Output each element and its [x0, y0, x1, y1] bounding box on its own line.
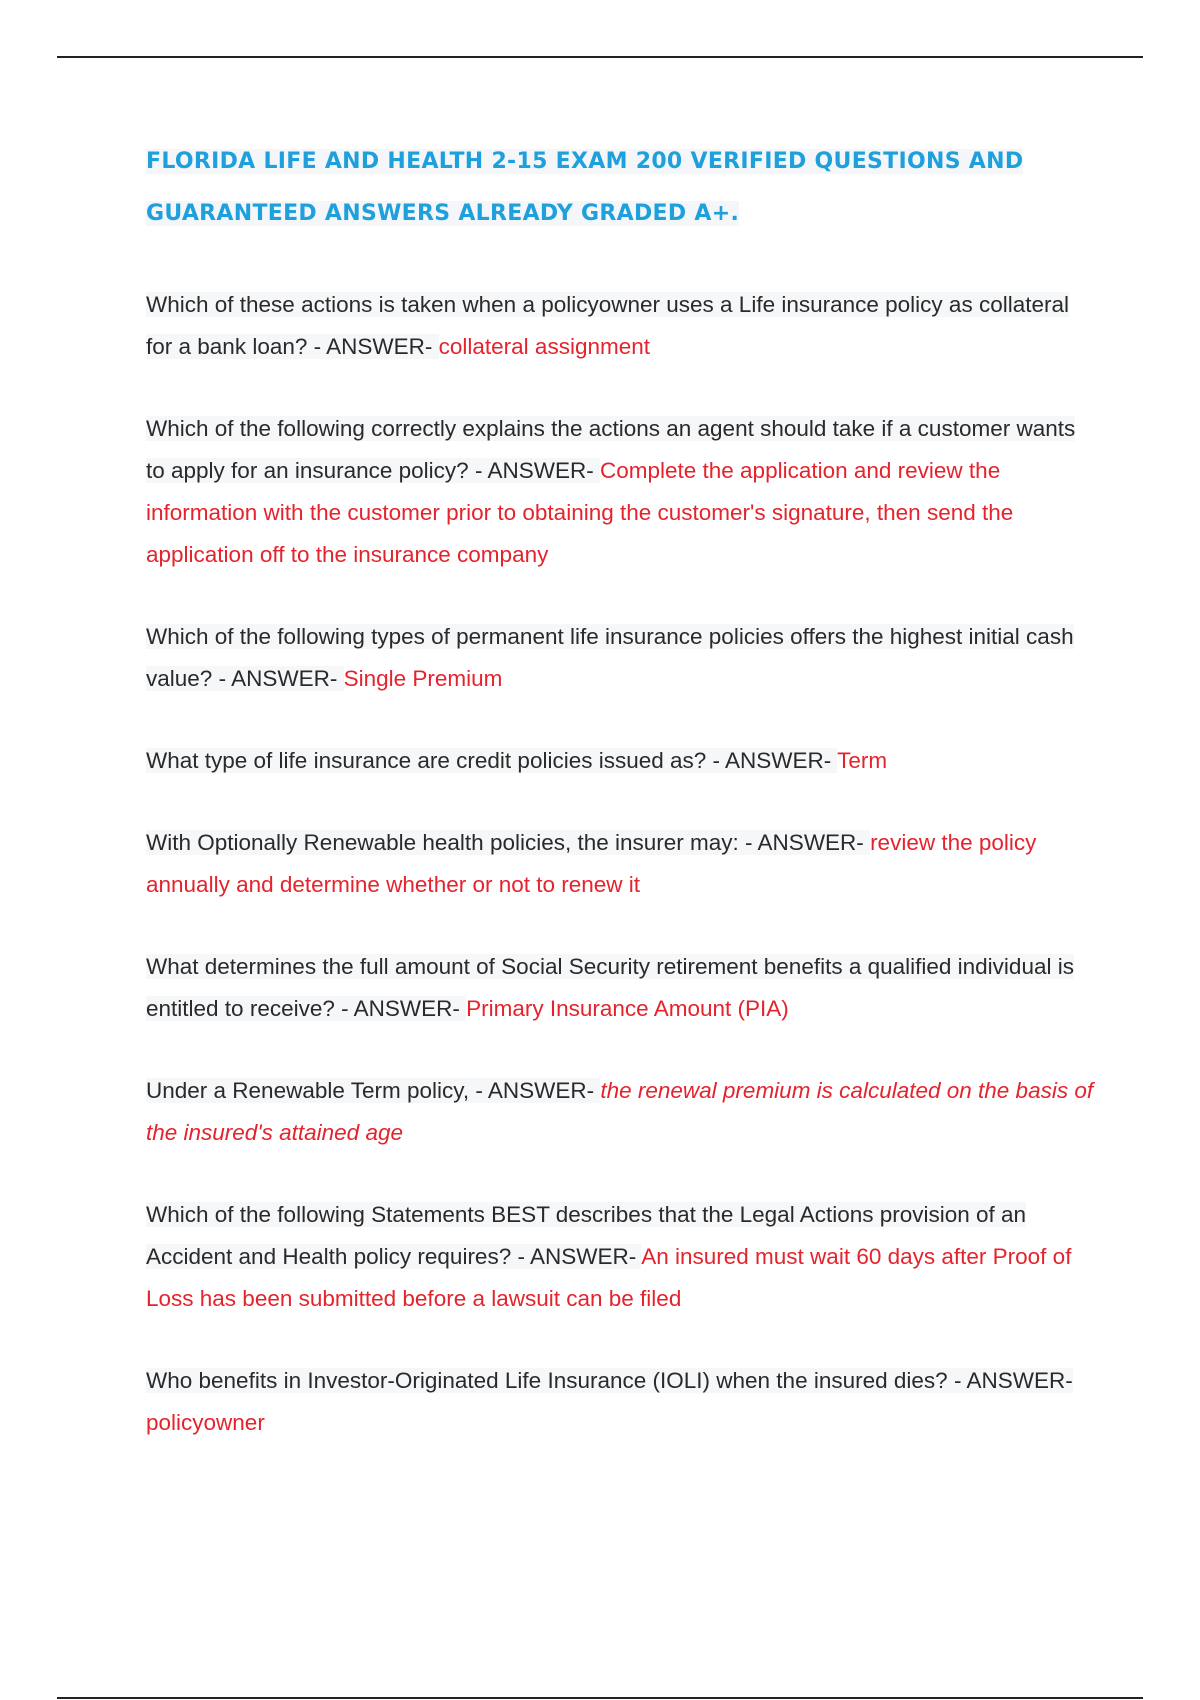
qa-item [146, 946, 1096, 1030]
answer-separator: - ANSWER- [706, 748, 838, 773]
qa-item [146, 740, 1096, 782]
qa-item [146, 1360, 1096, 1444]
qa-item [146, 284, 1096, 368]
answer-separator: - ANSWER- [738, 830, 871, 855]
question-text: Which of the following types of permanent life insurance policies offers the highest initial cash value? [146, 624, 1074, 691]
answer-text: Primary Insurance Amount (PIA) [466, 996, 789, 1021]
question-text: Which of the following Statements BEST describes that the Legal Actions provision of an Accident and Health policy requires? [146, 1202, 1027, 1269]
qa-item [146, 408, 1096, 576]
answer-text: review the policy annually and determine whether or not to renew it [146, 830, 1037, 897]
qa-item [146, 1070, 1096, 1154]
document-title-text: FLORIDA LIFE AND HEALTH 2-15 EXAM 200 VERIFIED QUESTIONS AND GUARANTEED ANSWERS ALREADY GRADED A+. [146, 149, 1024, 226]
qa-item [146, 1194, 1096, 1320]
qa-item [146, 822, 1096, 906]
answer-text: Term [837, 748, 888, 773]
answer-separator: - ANSWER- [469, 1078, 601, 1103]
qa-item [146, 616, 1096, 700]
question-text: Who benefits in Investor-Originated Life Insurance (IOLI) when the insured dies? [146, 1368, 948, 1393]
answer-text: An insured must wait 60 days after Proof of Loss has been submitted before a lawsuit can be filed [146, 1244, 1072, 1311]
answer-text: the renewal premium is calculated on the basis of the insured's attained age [146, 1078, 1094, 1145]
answer-separator: - ANSWER- [468, 458, 600, 483]
top-rule [57, 56, 1143, 58]
answer-text: Single Premium [343, 666, 503, 691]
answer-text: Complete the application and review the information with the customer prior to obtaining the customer's signature, then send the application off to the insurance company [146, 458, 1014, 567]
question-text: What determines the full amount of Social Security retirement benefits a qualified individual is entitled to receive? [146, 954, 1074, 1021]
answer-separator: - ANSWER- [334, 996, 467, 1021]
question-text: Which of the following correctly explains the actions an agent should take if a customer wants to apply for an insurance policy? [146, 416, 1076, 483]
answer-text: collateral assignment [438, 334, 650, 359]
question-text: Which of these actions is taken when a policyowner uses a Life insurance policy as collateral for a bank loan? [146, 292, 1069, 359]
answer-separator: - ANSWER- [212, 666, 344, 691]
qa-list [146, 284, 1096, 1444]
question-text: With Optionally Renewable health policies, the insurer may: [146, 830, 739, 855]
question-text: What type of life insurance are credit policies issued as? [146, 748, 707, 773]
answer-separator: - ANSWER- [511, 1244, 642, 1269]
answer-text: policyowner [146, 1410, 265, 1435]
document-title [146, 136, 1096, 240]
answer-separator: - ANSWER- [947, 1368, 1073, 1393]
bottom-rule [57, 1697, 1143, 1699]
question-text: Under a Renewable Term policy, [146, 1078, 470, 1103]
answer-separator: - ANSWER- [307, 334, 439, 359]
document-body [146, 136, 1096, 1484]
